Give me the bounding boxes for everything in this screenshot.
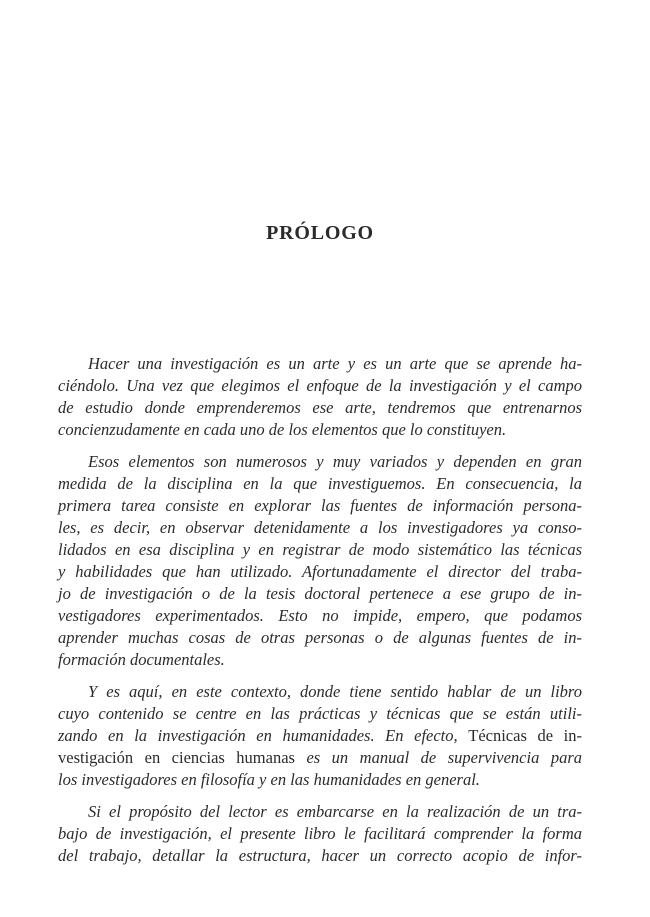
text-line xyxy=(58,747,582,769)
text-line xyxy=(58,681,582,703)
italic-text: zando en la investigación en humanidades. En efecto, xyxy=(58,726,469,745)
text-line xyxy=(58,397,582,419)
text-line xyxy=(58,649,582,671)
text-line xyxy=(58,517,582,539)
italic-text: y habilidades que han utilizado. Afortunadamente el director del traba- xyxy=(58,562,582,581)
text-line xyxy=(58,495,582,517)
italic-text: del trabajo, detallar la estructura, hacer un correcto acopio de infor- xyxy=(58,846,582,865)
paragraph xyxy=(58,801,582,867)
italic-text: ciéndolo. Una vez que elegimos el enfoque de la investigación y el campo xyxy=(58,376,582,395)
text-line xyxy=(58,375,582,397)
text-line xyxy=(58,539,582,561)
italic-text: formación documentales. xyxy=(58,650,225,669)
text-line xyxy=(58,561,582,583)
book-title-roman-text: vestigación en ciencias humanas xyxy=(58,748,307,767)
italic-text: les, es decir, en observar detenidamente a los investigadores ya conso- xyxy=(58,518,582,537)
page-title: PRÓLOGO xyxy=(266,222,374,244)
text-line xyxy=(58,703,582,725)
text-line xyxy=(58,419,582,441)
italic-text: medida de la disciplina en la que investiguemos. En consecuencia, la xyxy=(58,474,582,493)
italic-text: aprender muchas cosas de otras personas o de algunas fuentes de in- xyxy=(58,628,582,647)
italic-text: primera tarea consiste en explorar las fuentes de información persona- xyxy=(58,496,582,515)
paragraph xyxy=(58,353,582,441)
text-line xyxy=(58,583,582,605)
text-line xyxy=(58,353,582,375)
book-title-roman-text: Técnicas de in- xyxy=(468,726,583,745)
italic-text: Si el propósito del lector es embarcarse en la realización de un tra- xyxy=(88,802,582,821)
prologue-text xyxy=(58,353,582,877)
text-line xyxy=(58,823,582,845)
text-line xyxy=(58,769,582,791)
italic-text: concienzudamente en cada uno de los elementos que lo constituyen. xyxy=(58,420,507,439)
italic-text: Y es aquí, en este contexto, donde tiene sentido hablar de un libro xyxy=(88,682,582,701)
italic-text: bajo de investigación, el presente libro le facilitará comprender la forma xyxy=(58,824,582,843)
italic-text: es un manual de supervivencia para xyxy=(306,748,582,767)
text-line xyxy=(58,473,582,495)
text-line xyxy=(58,451,582,473)
italic-text: Hacer una investigación es un arte y es un arte que se aprende ha- xyxy=(88,354,582,373)
paragraph xyxy=(58,681,582,791)
italic-text: vestigadores experimentados. Esto no impide, empero, que podamos xyxy=(58,606,582,625)
text-line xyxy=(58,801,582,823)
text-line xyxy=(58,627,582,649)
italic-text: de estudio donde emprenderemos ese arte, tendremos que entrenarnos xyxy=(58,398,582,417)
italic-text: lidados en esa disciplina y en registrar de modo sistemático las técnicas xyxy=(58,540,582,559)
italic-text: Esos elementos son numerosos y muy variados y dependen en gran xyxy=(88,452,582,471)
paragraph xyxy=(58,451,582,671)
italic-text: cuyo contenido se centre en las prácticas y técnicas que se están utili- xyxy=(58,704,582,723)
text-line xyxy=(58,845,582,867)
text-line xyxy=(58,605,582,627)
italic-text: jo de investigación o de la tesis doctoral pertenece a ese grupo de in- xyxy=(58,584,582,603)
text-line xyxy=(58,725,582,747)
italic-text: los investigadores en filosofía y en las humanidades en general. xyxy=(58,770,480,789)
